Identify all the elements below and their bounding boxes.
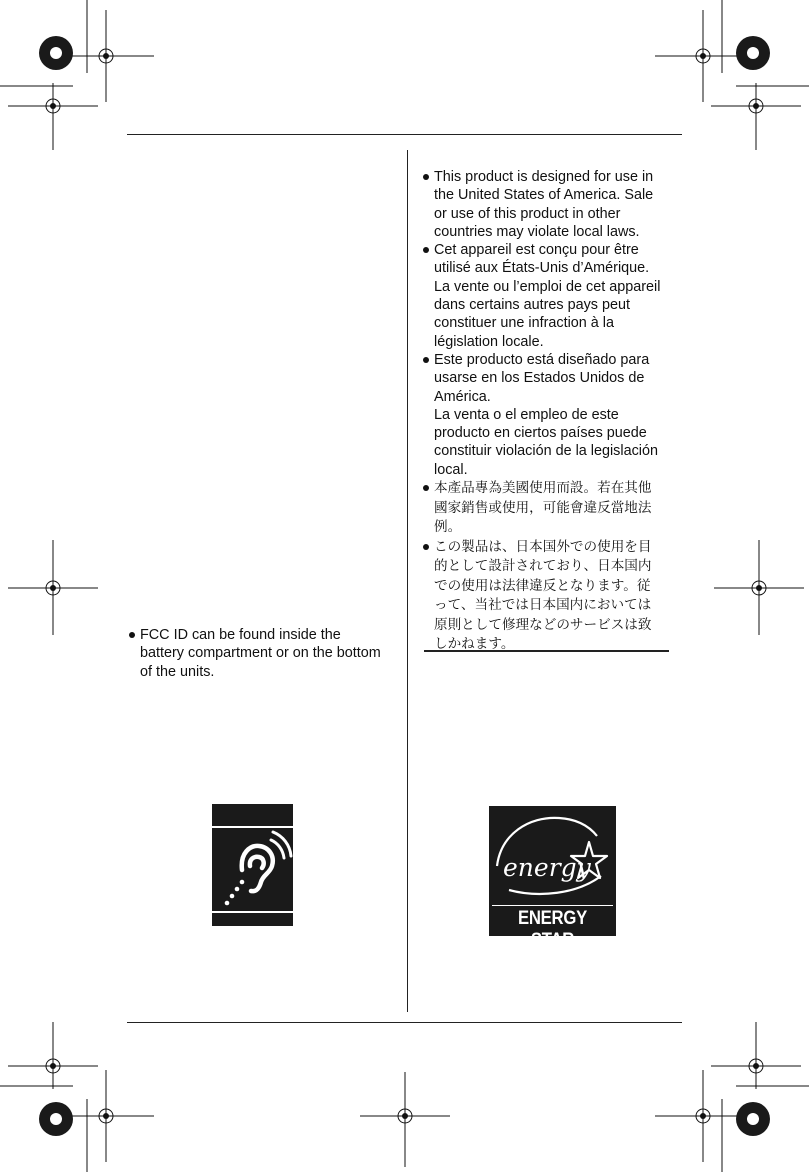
notice-line: Este producto está diseñado para: [434, 351, 650, 368]
energy-star-label: ENERGY STAR: [517, 908, 588, 951]
crop-marks-bottom-right: [639, 1012, 809, 1172]
notice-chinese: [423, 479, 685, 538]
notice-line: La venta o el empleo de este: [434, 406, 619, 423]
notice-line: utilisé aux États-Unis d’Amérique.: [434, 260, 650, 277]
notice-line: La vente ou l’emploi de cet appareil: [434, 278, 661, 295]
hearing-aid-logo: [212, 804, 293, 926]
notice-line: 原則として修理などのサービスは致: [434, 616, 652, 633]
notice-line: Cet appareil est conçu pour être: [434, 242, 639, 259]
energy-star-divider: [492, 905, 613, 906]
notice-line: 國家銷售或使用，可能會違反當地法: [434, 499, 652, 516]
notice-line: usarse en los Estados Unidos de: [434, 370, 645, 387]
fcc-note-line: of the units.: [140, 663, 215, 680]
notice-line: 本產品專為美國使用而設。若在其他: [434, 480, 652, 497]
fcc-note-line: battery compartment or on the bottom: [140, 645, 381, 662]
notice-line: América.: [434, 388, 491, 405]
notice-line: での使用は法律違反となります。従: [434, 577, 651, 594]
energy-star-mark: [489, 806, 616, 906]
notice-line: local.: [434, 461, 468, 478]
notice-line: しかねます。: [434, 636, 515, 653]
bottom-rule: [127, 1022, 682, 1023]
notice-line: countries may violate local laws.: [434, 223, 640, 240]
top-rule: [127, 134, 682, 135]
notice-line: って、当社では日本国内においては: [434, 597, 652, 614]
notice-list: [423, 168, 685, 655]
notice-line: constituer une infraction à la: [434, 315, 614, 332]
ear-icon: [212, 828, 293, 911]
crop-marks-top-left: [0, 0, 170, 160]
fcc-note: [129, 626, 399, 681]
crop-marks-bottom-left: [0, 1012, 170, 1172]
notice-line: This product is designed for use in: [434, 169, 654, 185]
notice-line: législation locale.: [434, 333, 544, 350]
column-divider: [407, 150, 408, 1012]
notice-line: or use of this product in other: [434, 205, 621, 222]
fcc-note-line: FCC ID can be found inside the: [140, 627, 341, 643]
logo-bottom-stripe: [212, 911, 293, 913]
notice-line: 例。: [434, 519, 462, 536]
notice-line: producto en ciertos países puede: [434, 425, 647, 442]
energy-star-logo: [489, 806, 616, 951]
notice-spanish: [423, 351, 685, 479]
notice-line: constituir violación de la legislación: [434, 443, 658, 460]
energy-script-text: energy: [503, 853, 591, 882]
notice-line: the United States of America. Sale: [434, 187, 654, 204]
notice-line: この製品は、日本国外での使用を目: [434, 538, 652, 555]
crop-marks-top-right: [639, 0, 809, 160]
crop-mark-bottom-center: [355, 1072, 455, 1172]
notice-line: 的として設計されており、日本国内: [434, 558, 652, 575]
notice-line: dans certains autres pays peut: [434, 297, 630, 314]
notice-english: [423, 168, 685, 241]
fcc-note-list: [129, 626, 399, 681]
crop-mark-mid-left: [0, 540, 100, 640]
notice-japanese: [423, 538, 685, 655]
notice-french: [423, 241, 685, 351]
crop-mark-mid-right: [709, 540, 809, 640]
